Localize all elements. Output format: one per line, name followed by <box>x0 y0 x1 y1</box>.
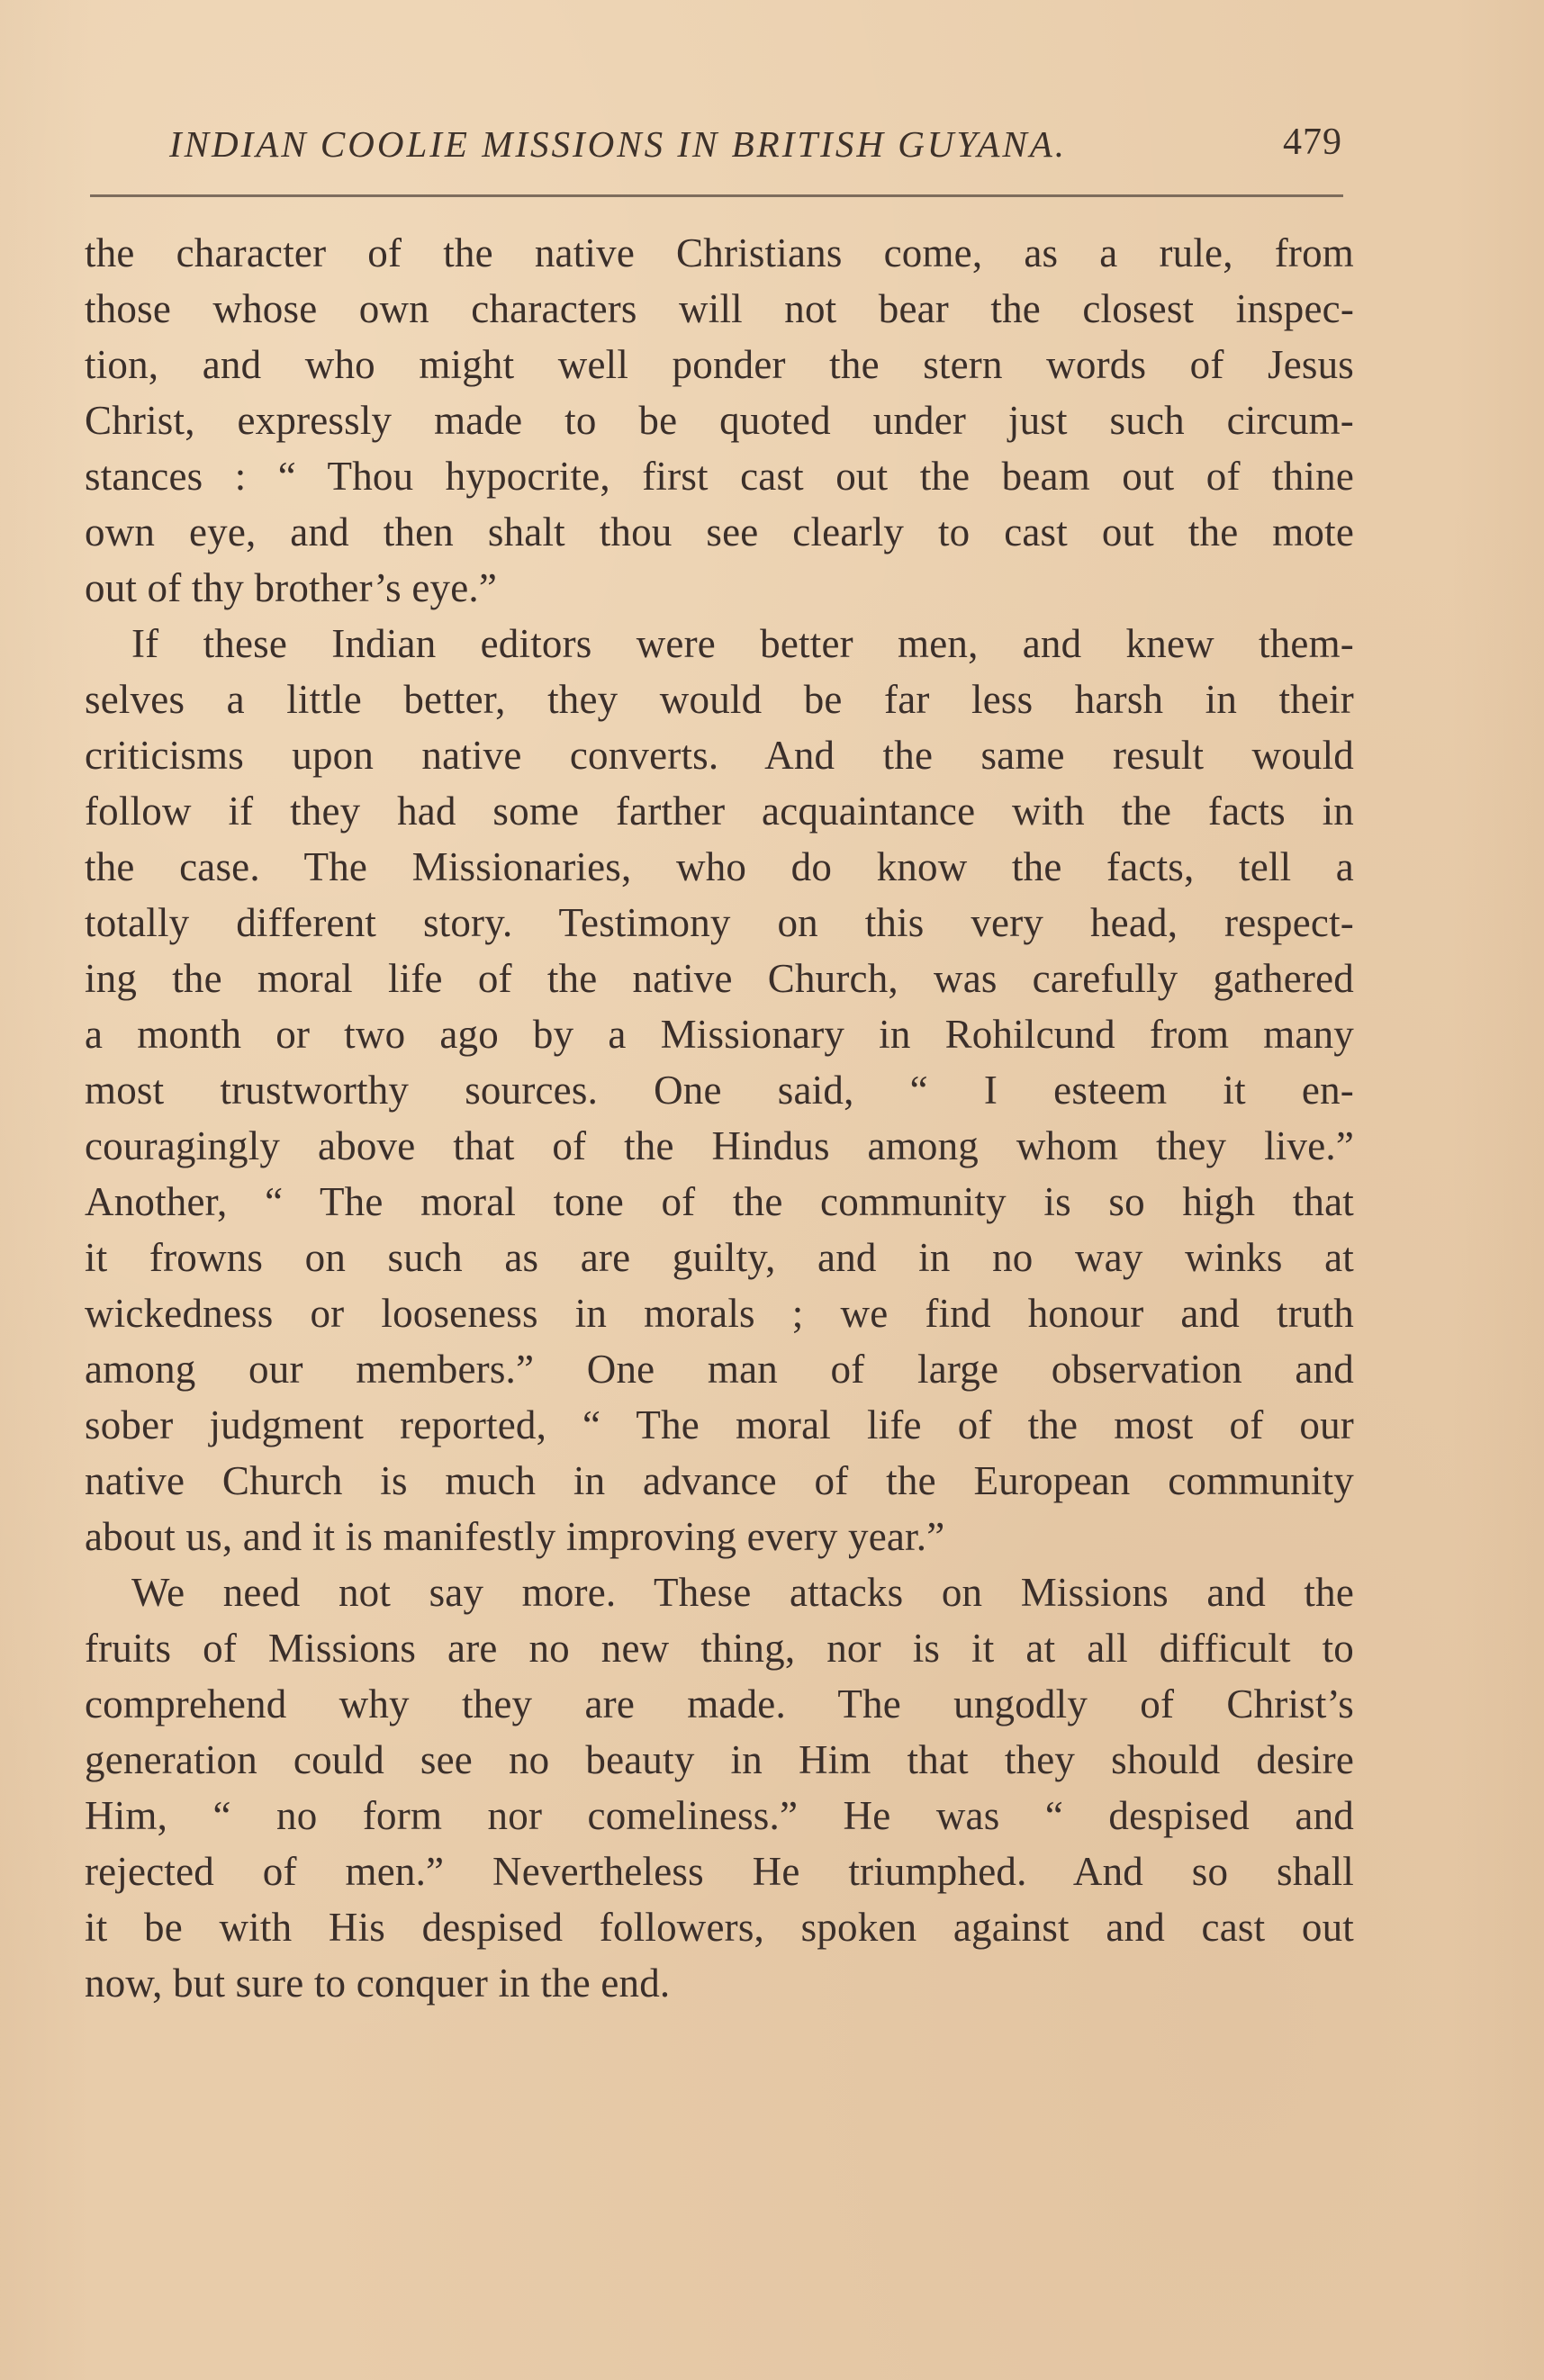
text-line: the character of the native Christians come, as a rule, from <box>85 230 1354 275</box>
text-line: selves a little better, they would be far less harsh in their <box>85 677 1354 722</box>
running-head <box>90 115 1346 178</box>
page-number: 479 <box>1283 122 1342 163</box>
text-line: most trustworthy sources. One said, “ I esteem it en- <box>85 1068 1354 1113</box>
text-line: out of thy brother’s eye.” <box>85 565 497 610</box>
text-line: the case. The Missionaries, who do know the facts, tell a <box>85 844 1354 889</box>
text-line: sober judgment reported, “ The moral life of the most of our <box>85 1402 1354 1447</box>
text-line: stances : “ Thou hypocrite, first cast out the beam out of thine <box>85 454 1354 499</box>
text-line: it be with His despised followers, spoken against and cast out <box>85 1905 1354 1950</box>
text-line: rejected of men.” Nevertheless He triumphed. And so shall <box>85 1849 1354 1894</box>
text-line: totally different story. Testimony on this very head, respect- <box>85 900 1354 945</box>
text-line: those whose own characters will not bear the closest inspec- <box>85 286 1354 331</box>
text-line: criticisms upon native converts. And the same result would <box>85 733 1354 778</box>
text-line: a month or two ago by a Missionary in Rohilcund from many <box>85 1012 1354 1057</box>
text-line: Christ, expressly made to be quoted under just such circum- <box>85 398 1354 443</box>
text-line: follow if they had some farther acquaintance with the facts in <box>85 789 1354 834</box>
text-line: now, but sure to conquer in the end. <box>85 1961 671 2006</box>
text-line: ing the moral life of the native Church, was carefully gathered <box>85 956 1354 1001</box>
text-line: comprehend why they are made. The ungodly of Christ’s <box>85 1681 1354 1726</box>
text-line: fruits of Missions are no new thing, nor is it at all difficult to <box>85 1626 1354 1671</box>
paragraph-start-line: We need not say more. These attacks on Missions and the <box>131 1570 1354 1615</box>
text-line: Another, “ The moral tone of the community is so high that <box>85 1179 1354 1224</box>
text-line: wickedness or looseness in morals ; we find honour and truth <box>85 1291 1354 1336</box>
text-line: native Church is much in advance of the European community <box>85 1458 1354 1503</box>
body-text <box>85 225 1354 2011</box>
text-line: it frowns on such as are guilty, and in no way winks at <box>85 1235 1354 1280</box>
text-line: tion, and who might well ponder the stern words of Jesus <box>85 342 1354 387</box>
running-title: INDIAN COOLIE MISSIONS IN BRITISH GUYANA. <box>169 123 1068 165</box>
text-line: among our members.” One man of large observation and <box>85 1347 1354 1392</box>
paragraph-start-line: If these Indian editors were better men, and knew them- <box>131 621 1354 666</box>
text-line: generation could see no beauty in Him that they should desire <box>85 1737 1354 1782</box>
text-line: Him, “ no form nor comeliness.” He was “ despised and <box>85 1793 1354 1838</box>
text-line: couragingly above that of the Hindus among whom they live.” <box>85 1123 1354 1168</box>
text-line: own eye, and then shalt thou see clearly to cast out the mote <box>85 509 1354 554</box>
text-line: about us, and it is manifestly improving every year.” <box>85 1514 945 1559</box>
header-rule <box>90 194 1343 197</box>
